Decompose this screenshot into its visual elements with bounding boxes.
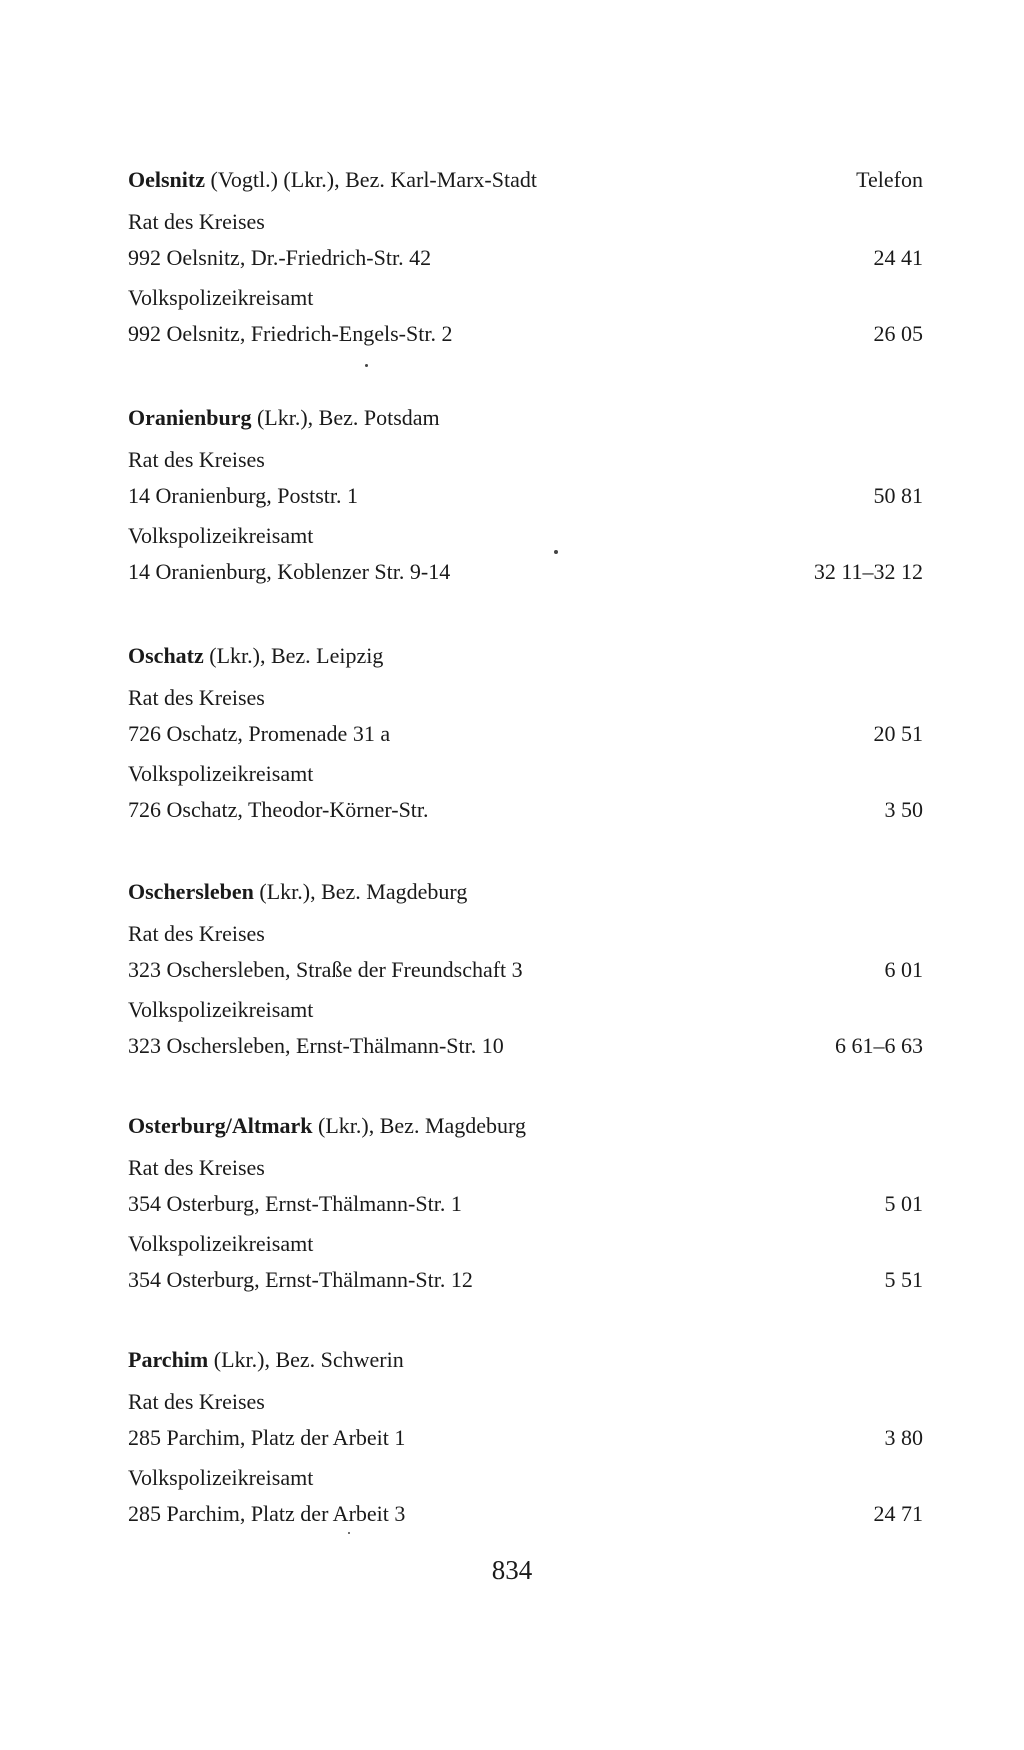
district-info: (Lkr.), Bez. Schwerin: [208, 1347, 404, 1372]
rat-phone: 6 01: [884, 957, 923, 982]
vp-label: Volkspolizeikreisamt: [128, 285, 314, 310]
rat-label: Rat des Kreises: [128, 209, 265, 234]
directory-entry: [128, 636, 923, 828]
rat-label: Rat des Kreises: [128, 1389, 265, 1414]
place-name: Oelsnitz: [128, 167, 205, 192]
vp-phone: 6 61–6 63: [835, 1033, 923, 1058]
vp-address: 14 Oranienburg, Koblenzer Str. 9-14: [128, 559, 451, 584]
directory-entry: [128, 1106, 923, 1298]
entry-heading: [128, 1340, 923, 1380]
vp-label: Volkspolizeikreisamt: [128, 997, 314, 1022]
directory-entry: [128, 872, 923, 1064]
scan-speck: [554, 550, 558, 554]
district-info: (Vogtl.) (Lkr.), Bez. Karl-Marx-Stadt: [205, 167, 537, 192]
vp-address: 726 Oschatz, Theodor-Körner-Str.: [128, 797, 429, 822]
vp-address: 323 Oschersleben, Ernst-Thälmann-Str. 10: [128, 1033, 504, 1058]
vp-phone: 26 05: [873, 321, 923, 346]
entry-heading: [128, 160, 923, 200]
place-name: Oschatz: [128, 643, 204, 668]
place-name: Oranienburg: [128, 405, 252, 430]
rat-phone: 24 41: [873, 245, 923, 270]
directory-entry: [128, 1340, 923, 1532]
place-name: Oschersleben: [128, 879, 254, 904]
rat-address: 354 Osterburg, Ernst-Thälmann-Str. 1: [128, 1191, 462, 1216]
entry-heading: [128, 1106, 923, 1146]
rat-label: Rat des Kreises: [128, 921, 265, 946]
rat-label: Rat des Kreises: [128, 1155, 265, 1180]
vp-address: 354 Osterburg, Ernst-Thälmann-Str. 12: [128, 1267, 473, 1292]
page-number: 834: [491, 1555, 533, 1585]
rat-address: 323 Oschersleben, Straße der Freundschaft 3: [128, 957, 523, 982]
rat-phone: 50 81: [873, 483, 923, 508]
vp-label: Volkspolizeikreisamt: [128, 1231, 314, 1256]
rat-phone: 5 01: [884, 1191, 923, 1216]
scan-speck: [348, 1532, 350, 1534]
rat-address: 285 Parchim, Platz der Arbeit 1: [128, 1425, 406, 1450]
column-header-telefon: Telefon: [856, 167, 923, 192]
place-name: Osterburg/Altmark: [128, 1113, 313, 1138]
rat-address: 992 Oelsnitz, Dr.-Friedrich-Str. 42: [128, 245, 432, 270]
rat-label: Rat des Kreises: [128, 685, 265, 710]
rat-label: Rat des Kreises: [128, 447, 265, 472]
directory-entry: [128, 398, 923, 590]
vp-phone: 5 51: [884, 1267, 923, 1292]
directory-entry: [128, 160, 923, 352]
district-info: (Lkr.), Bez. Potsdam: [251, 405, 440, 430]
vp-label: Volkspolizeikreisamt: [128, 1465, 314, 1490]
entry-heading: [128, 636, 923, 676]
entry-heading: [128, 872, 923, 912]
rat-phone: 20 51: [873, 721, 923, 746]
vp-phone: 3 50: [884, 797, 923, 822]
rat-address: 726 Oschatz, Promenade 31 a: [128, 721, 391, 746]
vp-address: 992 Oelsnitz, Friedrich-Engels-Str. 2: [128, 321, 453, 346]
entry-heading: [128, 398, 923, 438]
vp-address: 285 Parchim, Platz der Arbeit 3: [128, 1501, 406, 1526]
district-info: (Lkr.), Bez. Magdeburg: [312, 1113, 526, 1138]
vp-label: Volkspolizeikreisamt: [128, 761, 314, 786]
district-info: (Lkr.), Bez. Leipzig: [203, 643, 384, 668]
rat-address: 14 Oranienburg, Poststr. 1: [128, 483, 358, 508]
vp-phone: 24 71: [873, 1501, 923, 1526]
rat-phone: 3 80: [884, 1425, 923, 1450]
district-info: (Lkr.), Bez. Magdeburg: [253, 879, 468, 904]
scan-speck: [365, 364, 368, 367]
place-name: Parchim: [128, 1347, 209, 1372]
vp-phone: 32 11–32 12: [813, 559, 923, 584]
vp-label: Volkspolizeikreisamt: [128, 523, 314, 548]
